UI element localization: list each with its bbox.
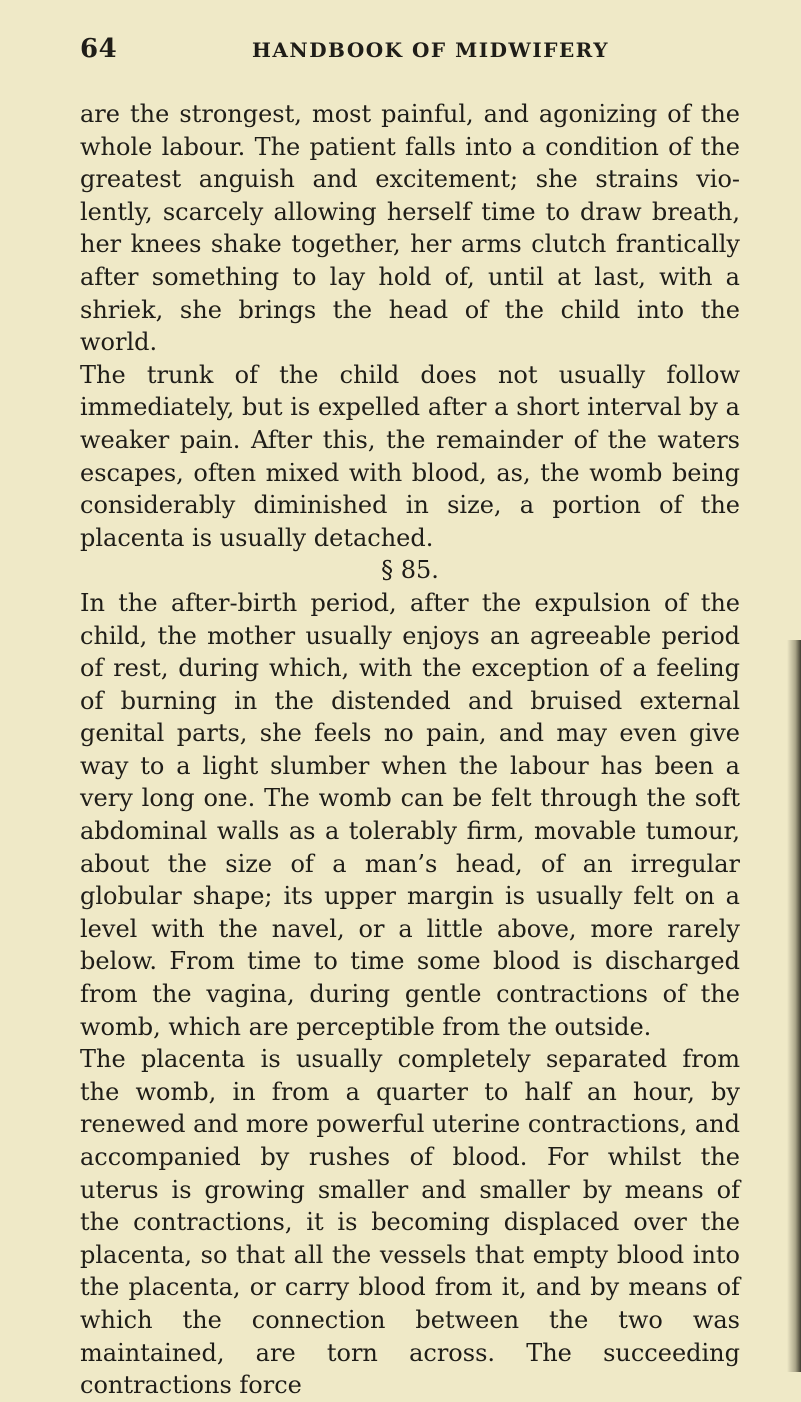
paragraph-4: The placenta is usually completely separated from the womb, in from a quarter to half an hour, by renewed and more powerful uterine contractions, and accompanied by rushes of blood. For whilst the uterus is growing smaller and smaller by means of the contractions, it is becoming displaced over the placenta, so that all the vessels that empty blood into the placenta, or carry blood from it, and by means of which the connection between the two was maintained, are torn across. The succeeding contractions force [80,1045,740,1400]
page-edge-shadow [787,640,801,1372]
paragraph-3: In the after-birth period, after the expulsion of the child, the mother usually enjoys an agreeable period of rest, during which, with the exception of a feeling of burning in the distended and bruised external genital parts, she feels no pain, and may even give way to a light slumber when the labour has been a very long one. The womb can be felt through the soft abdominal walls as a tolerably firm, movable tumour, about the size of a man’s head, of an irregular globular shape; its upper margin is usually felt on a level with the navel, or a little above, more rarely below. From time to time some blood is discharged from the vagina, during gentle contractions of the womb, which are perceptible from the outside. [80,588,740,1041]
running-head: HANDBOOK OF MIDWIFERY [252,38,609,62]
page-number: 64 [80,34,118,64]
paragraph-1: are the strongest, most painful, and agonizing of the whole labour. The patient falls into a condition of the greatest anguish and excitement; she strains violently, scarcely allowing herself time to draw breath, her knees shake together, her arms clutch frantically after something to lay hold of, until at last, with a shriek, she brings the head of the child into the world. [80,100,740,357]
body-text [80,98,740,1402]
page-header [80,34,720,68]
paragraph-2: The trunk of the child does not usually follow immediately, but is expelled after a short interval by a weaker pain. After this, the remainder of the waters escapes, often mixed with blood, as, the womb being considerably diminished in size, a portion of the placenta is usually detached. [80,360,740,552]
section-heading: § 85. [381,556,439,585]
